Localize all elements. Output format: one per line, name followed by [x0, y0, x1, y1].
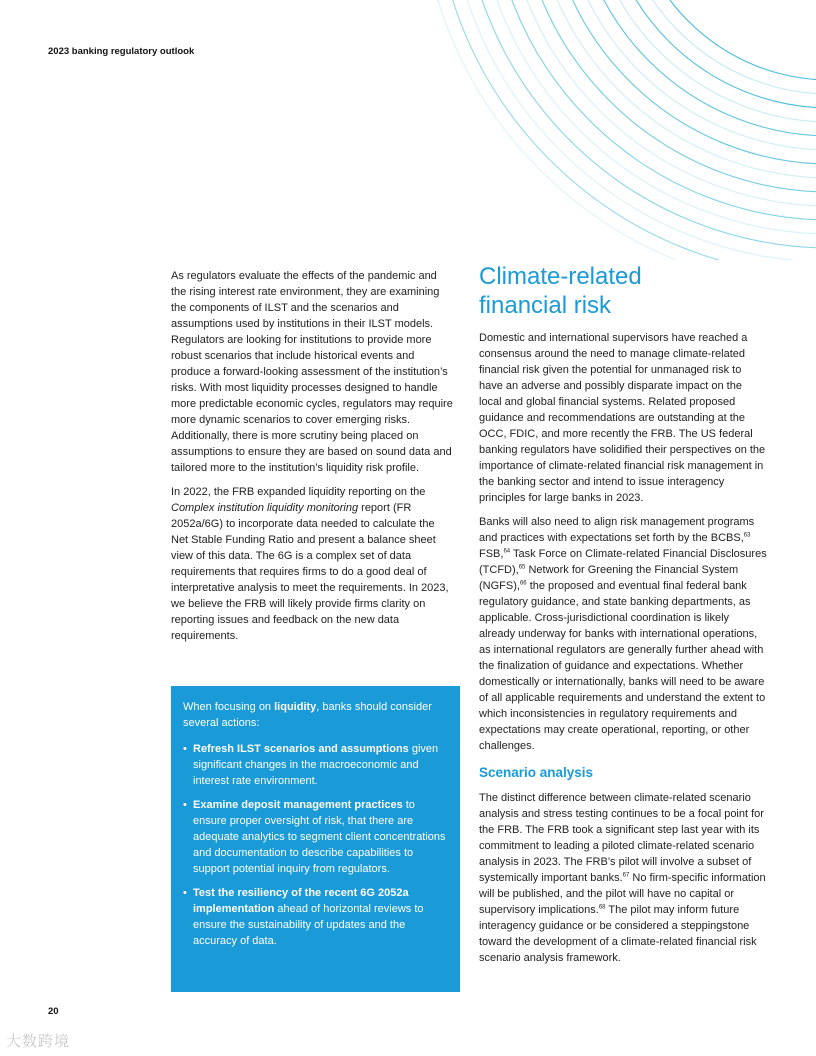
callout-list: [183, 741, 448, 949]
decorative-arc: [588, 0, 816, 122]
paragraph-frb-reporting: In 2022, the FRB expanded liquidity reporting on the Complex institution liquidity monitoring report (FR 2052a/6G) to incorporate data needed to calculate the Net Stable Funding Ratio and present a balance sheet view of this data. The 6G is a complex set of data requirements that requires firms to do a good deal of interpretative analysis to meet the requirements. In 2023, we believe the FRB will likely provide firms clarity on reporting issues and feedback on the new data requirements.: [171, 486, 449, 642]
decorative-arcs: [0, 0, 816, 260]
decorative-arc: [518, 0, 816, 192]
decorative-arc: [574, 0, 816, 136]
right-column: [479, 262, 767, 974]
liquidity-callout-box: [171, 686, 460, 992]
decorative-arc: [420, 0, 816, 260]
footnote-ref: 68: [598, 904, 606, 911]
bullet-icon: •: [183, 799, 187, 811]
subsection-title: Scenario analysis: [479, 765, 594, 780]
decorative-arc: [546, 0, 816, 164]
decorative-arc: [560, 0, 816, 150]
decorative-arc: [630, 0, 816, 80]
decorative-arc: [504, 0, 816, 206]
watermark-logo: 大数跨境: [6, 1033, 71, 1050]
page-number: 20: [48, 1006, 59, 1017]
footnote-ref: 66: [519, 580, 527, 587]
callout-item: • Test the resiliency of the recent 6G 2052a implementation ahead of horizontal reviews to ensure the sustainability of updates and the accuracy of data.: [183, 887, 424, 947]
left-column: [171, 268, 453, 652]
footnote-ref: 65: [518, 564, 526, 571]
paragraph-climate-consensus: Domestic and international supervisors have reached a consensus around the need to manage climate-related financial risk given the potential for unmanaged risk to have an adverse and possibly disparate impact on the local and global financial systems. Related proposed guidance and recommendations are outstanding at the OCC, FDIC, and more recently the FRB. The US federal banking regulators have solidified their perspectives on the importance of climate-related financial risk management in the banking sector and intend to issue interagency principles for large banks in 2023.: [479, 332, 766, 504]
bullet-icon: •: [183, 743, 187, 755]
decorative-arc: [448, 0, 816, 260]
footnote-ref: 64: [503, 548, 511, 555]
footnote-ref: 67: [622, 872, 630, 879]
decorative-arc: [434, 0, 816, 260]
bullet-icon: •: [183, 887, 187, 899]
callout-item: • Refresh ILST scenarios and assumptions given significant changes in the macroeconomic and interest rate environment.: [183, 743, 439, 787]
paragraph-scenario-analysis: The distinct difference between climate-related scenario analysis and stress testing continues to be a focal point for the FRB. The FRB took a significant step last year with its commitment to leading a piloted climate-related scenario analysis in 2023. The FRB’s pilot will involve a subset of systemically important banks.$^{67}$ No firm-specific information will be published, and the pilot will have no capital or supervisory implications.$^{68}$ The pilot may inform future interagency guidance or be considered a steppingstone toward the development of a climate-related financial risk scenario analysis framework.: [479, 792, 766, 964]
paragraph-ilst: As regulators evaluate the effects of the pandemic and the rising interest rate environment, they are examining the components of ILST and the scenarios and assumptions used by institutions in their ILST models. Regulators are looking for institutions to provide more robust scenarios that include historical events and produce a forward-looking assessment of the institution’s risks. With most liquidity processes designed to handle more predictable economic cycles, regulators may require more dynamic scenarios to cover emerging risks. Additionally, there is more scrutiny being placed on assumptions to ensure they are based on sound data and tailored more to the institution’s liquidity risk profile.: [171, 270, 453, 474]
running-header: 2023 banking regulatory outlook: [48, 46, 195, 57]
callout-intro: When focusing on liquidity, banks should consider several actions:: [183, 701, 432, 729]
section-title: Climate-related financial risk: [479, 263, 642, 319]
callout-item: • Examine deposit management practices to ensure proper oversight of risk, that there are adequate analytics to segment client concentrations and documentation to describe capabilities to support potential inquiry from regulators.: [183, 799, 446, 875]
footnote-ref: 63: [743, 532, 751, 539]
paragraph-align-programs: Banks will also need to align risk management programs and practices with expectations set forth by the BCBS,$^{63}$ FSB,$^{64}$ Task Force on Climate-related Financial Disclosures (TCFD),$^{65}$ Network for Greening the Financial System (NGFS),$^{66}$ the proposed and eventual final federal bank regulatory guidance, and state banking departments, as applicable. Cross-jurisdictional coordination is likely already underway for banks with international operations, as international regulators are generally further ahead with the finalization of guidance and expectations. Whether domestically or internationally, banks will need to be aware of all applicable requirements and understand the extent to which inconsistencies in regulatory requirements and expectations may create operational, reporting, or other challenges.: [479, 516, 767, 752]
decorative-arc: [602, 0, 816, 108]
